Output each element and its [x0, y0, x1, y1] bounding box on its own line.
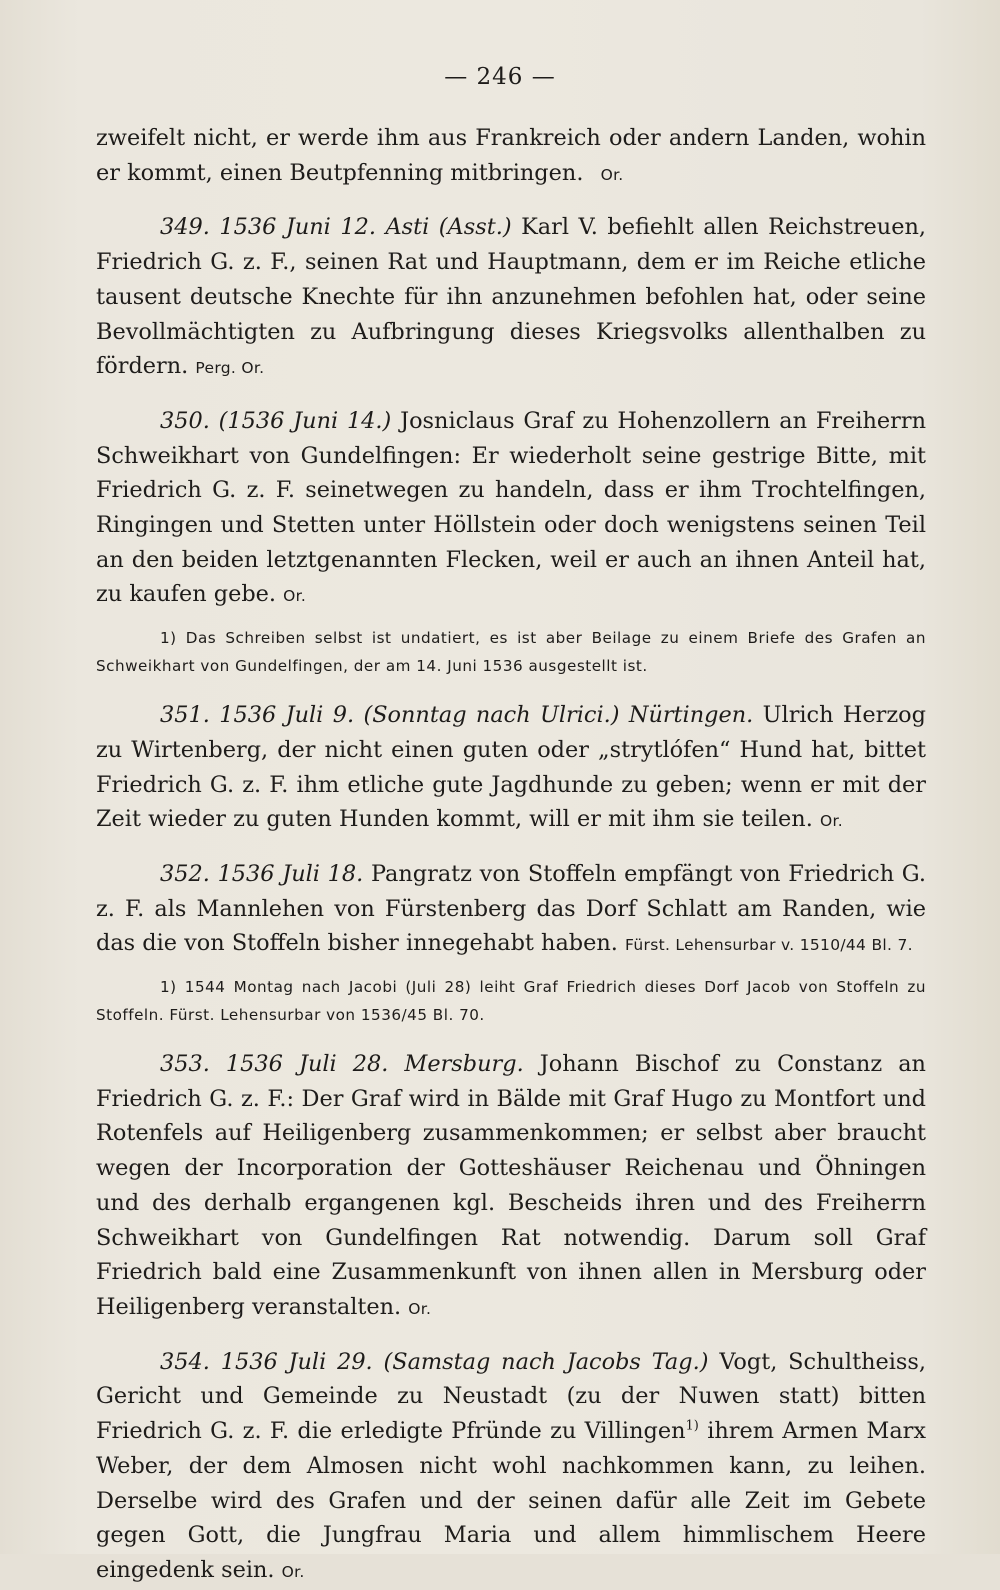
regest-entry-354	[96, 1345, 926, 1590]
regest-entry-352	[96, 857, 926, 963]
regest-entry-351	[96, 698, 926, 839]
source-ref: Or.	[408, 1299, 432, 1318]
source-ref: Or.	[600, 165, 624, 184]
continuation-paragraph	[96, 121, 926, 192]
entry-text-continued: ihrem Armen Marx Weber, der dem Almosen nicht wohl nachkommen kann, zu leihen. Derselbe wird des Grafen und der seinen dafür alle Zeit im Gebete gegen Gott, die Jungfrau Maria und allem himmlischem Heere eingedenk sein.	[96, 1418, 927, 1583]
entry-number: 353.	[160, 1051, 210, 1078]
footnote-mark: 1)	[685, 1418, 699, 1434]
source-ref: Or.	[281, 1562, 305, 1581]
entry-date: 1536 Juni 12.	[219, 214, 376, 241]
regest-entry-350	[96, 404, 926, 614]
footnote-text: 1) 1544 Montag nach Jacobi (Juli 28) leiht Graf Friedrich dieses Dorf Jacob von Stoffeln zu Stoffeln. Fürst. Lehensurbar von 1536/45 Bl. 70.	[96, 978, 926, 1025]
entry-text: Josniclaus Graf zu Hohenzollern an Freiherrn Schweikhart von Gundelfingen: Er wiederholt seine gestrige Bitte, mit Friedrich G. z. F. seinetwegen zu handeln, dass er ihm Trochtelfingen, Ringingen und Stetten unter Höllstein oder doch wenigstens seinen Teil an den beiden letztgenannten Flecken, weil er auch an ihnen Anteil hat, zu kaufen gebe.	[96, 407, 926, 608]
source-ref: Fürst. Lehensurbar v. 1510/44 Bl. 7.	[625, 936, 913, 955]
source-ref: Or.	[283, 587, 307, 606]
entry-number: 352.	[160, 860, 210, 887]
entry-number: 350.	[160, 407, 210, 434]
entry-date: 1536 Juli 29. (Samstag nach Jacobs Tag.)	[220, 1348, 709, 1375]
footnote	[96, 624, 926, 680]
entry-text: Karl V. befiehlt allen Reichstreuen, Friedrich G. z. F., seinen Rat und Hauptmann, dem er im Reiche etliche tausent deutsche Knechte für ihn anzunehmen befohlen hat, oder seine Bevollmächtigten zu Aufbringung dieses Kriegsvolks allenthalben zu fördern.	[96, 214, 926, 380]
page-body	[96, 121, 926, 1590]
source-ref: Or.	[819, 812, 843, 831]
page-number: — 246 —	[444, 64, 556, 90]
source-ref: Perg. Or.	[195, 359, 265, 378]
footnote	[96, 973, 926, 1029]
continuation-text: zweifelt nicht, er werde ihm aus Frankreich oder andern Landen, wohin er kommt, einen Beutpfenning mitbringen.	[96, 125, 926, 186]
entry-text: Pangratz von Stoffeln empfängt von Friedrich G. z. F. als Mannlehen von Fürstenberg das Dorf Schlatt am Randen, wie das die von Stoffeln bisher innegehabt haben.	[96, 860, 927, 957]
entry-date: (1536 Juni 14.)	[218, 407, 392, 434]
entry-number: 349.	[160, 214, 210, 241]
entry-date: 1536 Juli 18.	[217, 860, 364, 887]
entry-date: 1536 Juli 28. Mersburg.	[225, 1051, 524, 1078]
regest-entry-349	[96, 210, 926, 386]
entry-number: 351.	[160, 702, 210, 729]
entry-text: Vogt, Schultheiss, Gericht und Gemeinde zu Neustadt (zu der Nuwen statt) bitten Friedrich G. z. F. die erledigte Pfründe zu Villingen	[96, 1348, 926, 1445]
entry-place: Asti (Asst.)	[385, 214, 512, 241]
entry-number: 354.	[160, 1348, 210, 1375]
entry-text: Ulrich Herzog zu Wirtenberg, der nicht einen guten oder „strytlófen“ Hund hat, bittet Friedrich G. z. F. ihm etliche gute Jagdhunde zu geben; wenn er mit der Zeit wieder zu guten Hunden kommt, will er mit ihm sie teilen.	[96, 702, 926, 833]
entry-date: 1536 Juli 9. (Sonntag nach Ulrici.) Nürtingen.	[219, 702, 754, 729]
footnote-text: 1) Das Schreiben selbst ist undatiert, es ist aber Beilage zu einem Briefe des Grafen an Schweikhart von Gundelfingen, der am 14. Juni 1536 ausgestellt ist.	[96, 629, 926, 676]
entry-text: Johann Bischof zu Constanz an Friedrich G. z. F.: Der Graf wird in Bälde mit Graf Hugo zu Montfort und Rotenfels auf Heiligenberg zusammenkommen; er selbst aber braucht wegen der Incorporation der Gotteshäuser Reichenau und Öhningen und des derhalb ergangenen kgl. Bescheids ihren und des Freiherrn Schweikhart von Gundelfingen Rat notwendig. Darum soll Graf Friedrich bald eine Zusammenkunft von ihnen allen in Mersburg oder Heiligenberg veranstalten.	[96, 1051, 926, 1320]
regest-entry-353	[96, 1047, 926, 1327]
